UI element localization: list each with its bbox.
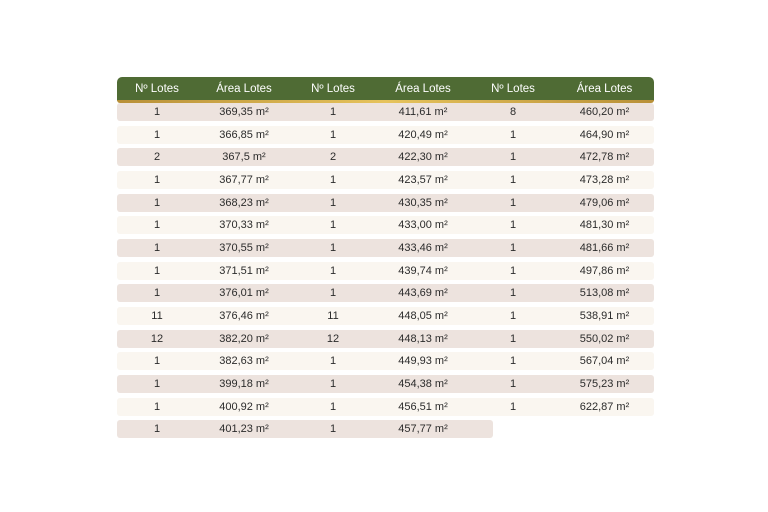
lot-area-cell: 420,49 m² [398, 128, 448, 141]
lot-area-cell: 497,86 m² [579, 264, 630, 277]
lot-area-cell: 622,87 m² [579, 400, 630, 413]
lot-area-cell: 457,77 m² [398, 423, 448, 436]
lot-area-cell: 448,13 m² [398, 332, 448, 345]
lot-area-cell: 454,38 m² [398, 377, 448, 390]
table-row [117, 307, 654, 325]
lot-area-cell: 575,23 m² [579, 377, 630, 390]
lot-count-cell: 2 [329, 151, 337, 164]
lot-area-cell: 481,30 m² [579, 219, 630, 232]
table-row [117, 148, 654, 166]
lot-count-cell: 1 [509, 287, 517, 300]
lot-count-cell: 1 [509, 196, 517, 209]
table-body [117, 103, 654, 438]
lot-count-cell: 1 [329, 423, 337, 436]
lot-count-cell: 1 [329, 173, 337, 186]
lot-count-cell: 1 [509, 128, 517, 141]
table-row [117, 171, 654, 189]
lot-count-cell: 1 [153, 173, 161, 186]
lot-area-cell: 376,01 m² [219, 287, 269, 300]
table-row [117, 284, 654, 302]
lot-count-cell: 1 [153, 377, 161, 390]
lot-count-cell: 1 [329, 400, 337, 413]
lot-count-cell: 1 [153, 287, 161, 300]
table-row [117, 262, 654, 280]
header-lot-area-3: Área Lotes [576, 83, 633, 95]
lot-count-cell: 1 [329, 219, 337, 232]
lot-count-cell: 1 [509, 264, 517, 277]
lot-area-cell: 366,85 m² [219, 128, 269, 141]
lot-area-cell: 401,23 m² [219, 423, 269, 436]
lot-area-cell: 422,30 m² [398, 151, 448, 164]
lot-area-cell: 376,46 m² [219, 309, 269, 322]
lot-area-cell: 439,74 m² [398, 264, 448, 277]
lot-count-cell: 1 [329, 264, 337, 277]
lot-area-cell: 370,33 m² [219, 219, 269, 232]
lot-area-cell: 443,69 m² [398, 287, 448, 300]
lot-area-cell: 456,51 m² [398, 400, 448, 413]
lot-area-cell: 367,77 m² [219, 173, 269, 186]
lot-count-cell: 1 [329, 287, 337, 300]
table-row [117, 375, 654, 393]
lot-area-cell: 448,05 m² [398, 309, 448, 322]
lot-area-cell: 423,57 m² [398, 173, 448, 186]
lot-area-cell: 433,46 m² [398, 241, 448, 254]
lot-count-cell: 1 [509, 151, 517, 164]
header-lot-count-3: Nº Lotes [491, 83, 535, 95]
lot-count-cell: 1 [153, 106, 161, 118]
lot-count-cell: 11 [327, 309, 339, 322]
lot-count-cell: 1 [329, 106, 337, 118]
lot-count-cell: 1 [153, 128, 161, 141]
lot-count-cell: 1 [329, 196, 337, 209]
lot-count-cell: 2 [153, 151, 161, 164]
lot-count-cell: 12 [150, 332, 164, 345]
lot-count-cell: 1 [329, 241, 337, 254]
lot-area-cell: 538,91 m² [579, 309, 630, 322]
table-row [117, 126, 654, 144]
lot-count-cell: 1 [509, 219, 517, 232]
lot-area-cell: 370,55 m² [219, 241, 269, 254]
header-lot-area-1: Área Lotes [216, 83, 272, 95]
lot-count-cell: 1 [329, 355, 337, 368]
table-row [117, 216, 654, 234]
lot-area-cell: 472,78 m² [579, 151, 630, 164]
lot-count-cell: 11 [151, 309, 163, 322]
lot-count-cell: 1 [509, 377, 517, 390]
lot-area-cell: 433,00 m² [398, 219, 448, 232]
table-row [117, 352, 654, 370]
lot-area-cell: 479,06 m² [579, 196, 630, 209]
lot-area-cell: 550,02 m² [579, 332, 630, 345]
table-row [117, 194, 654, 212]
lot-count-cell: 1 [153, 196, 161, 209]
lot-count-cell: 8 [509, 106, 517, 118]
lot-area-cell: 382,63 m² [219, 355, 269, 368]
table-row [117, 398, 654, 416]
lot-area-cell: 481,66 m² [579, 241, 630, 254]
lot-area-cell: 513,08 m² [579, 287, 630, 300]
lot-area-cell: 449,93 m² [398, 355, 448, 368]
lot-count-cell: 12 [326, 332, 340, 345]
table-row [117, 239, 654, 257]
lot-count-cell: 1 [509, 309, 517, 322]
lot-area-cell: 430,35 m² [398, 196, 448, 209]
lot-count-cell: 1 [509, 355, 517, 368]
lot-count-cell: 1 [153, 355, 161, 368]
lot-area-cell: 464,90 m² [579, 128, 630, 141]
table-header [117, 77, 654, 101]
table-row [117, 103, 654, 121]
lot-count-cell: 1 [153, 423, 161, 436]
lot-count-cell: 1 [153, 400, 161, 413]
header-lot-count-1: Nº Lotes [135, 83, 179, 95]
lot-area-cell: 369,35 m² [219, 106, 269, 118]
lot-area-cell: 399,18 m² [219, 377, 269, 390]
lot-area-cell: 473,28 m² [579, 173, 630, 186]
lot-count-cell: 1 [153, 241, 161, 254]
lot-area-cell: 367,5 m² [222, 151, 266, 164]
table-row [117, 330, 654, 348]
lot-area-cell: 371,51 m² [219, 264, 269, 277]
lot-area-cell: 411,61 m² [398, 106, 448, 118]
lot-count-cell: 1 [329, 377, 337, 390]
lot-area-cell: 368,23 m² [219, 196, 269, 209]
lot-count-cell: 1 [153, 264, 161, 277]
lot-count-cell: 1 [509, 173, 517, 186]
lot-count-cell: 1 [509, 332, 517, 345]
table-row [117, 420, 493, 438]
lots-table [117, 77, 654, 443]
lot-area-cell: 567,04 m² [579, 355, 630, 368]
lot-count-cell: 1 [509, 241, 517, 254]
lot-count-cell: 1 [329, 128, 337, 141]
header-lot-area-2: Área Lotes [395, 83, 451, 95]
header-lot-count-2: Nº Lotes [311, 83, 355, 95]
lot-area-cell: 460,20 m² [579, 106, 630, 118]
lot-count-cell: 1 [509, 400, 517, 413]
lot-area-cell: 382,20 m² [219, 332, 269, 345]
lot-count-cell: 1 [153, 219, 161, 232]
lot-area-cell: 400,92 m² [219, 400, 269, 413]
